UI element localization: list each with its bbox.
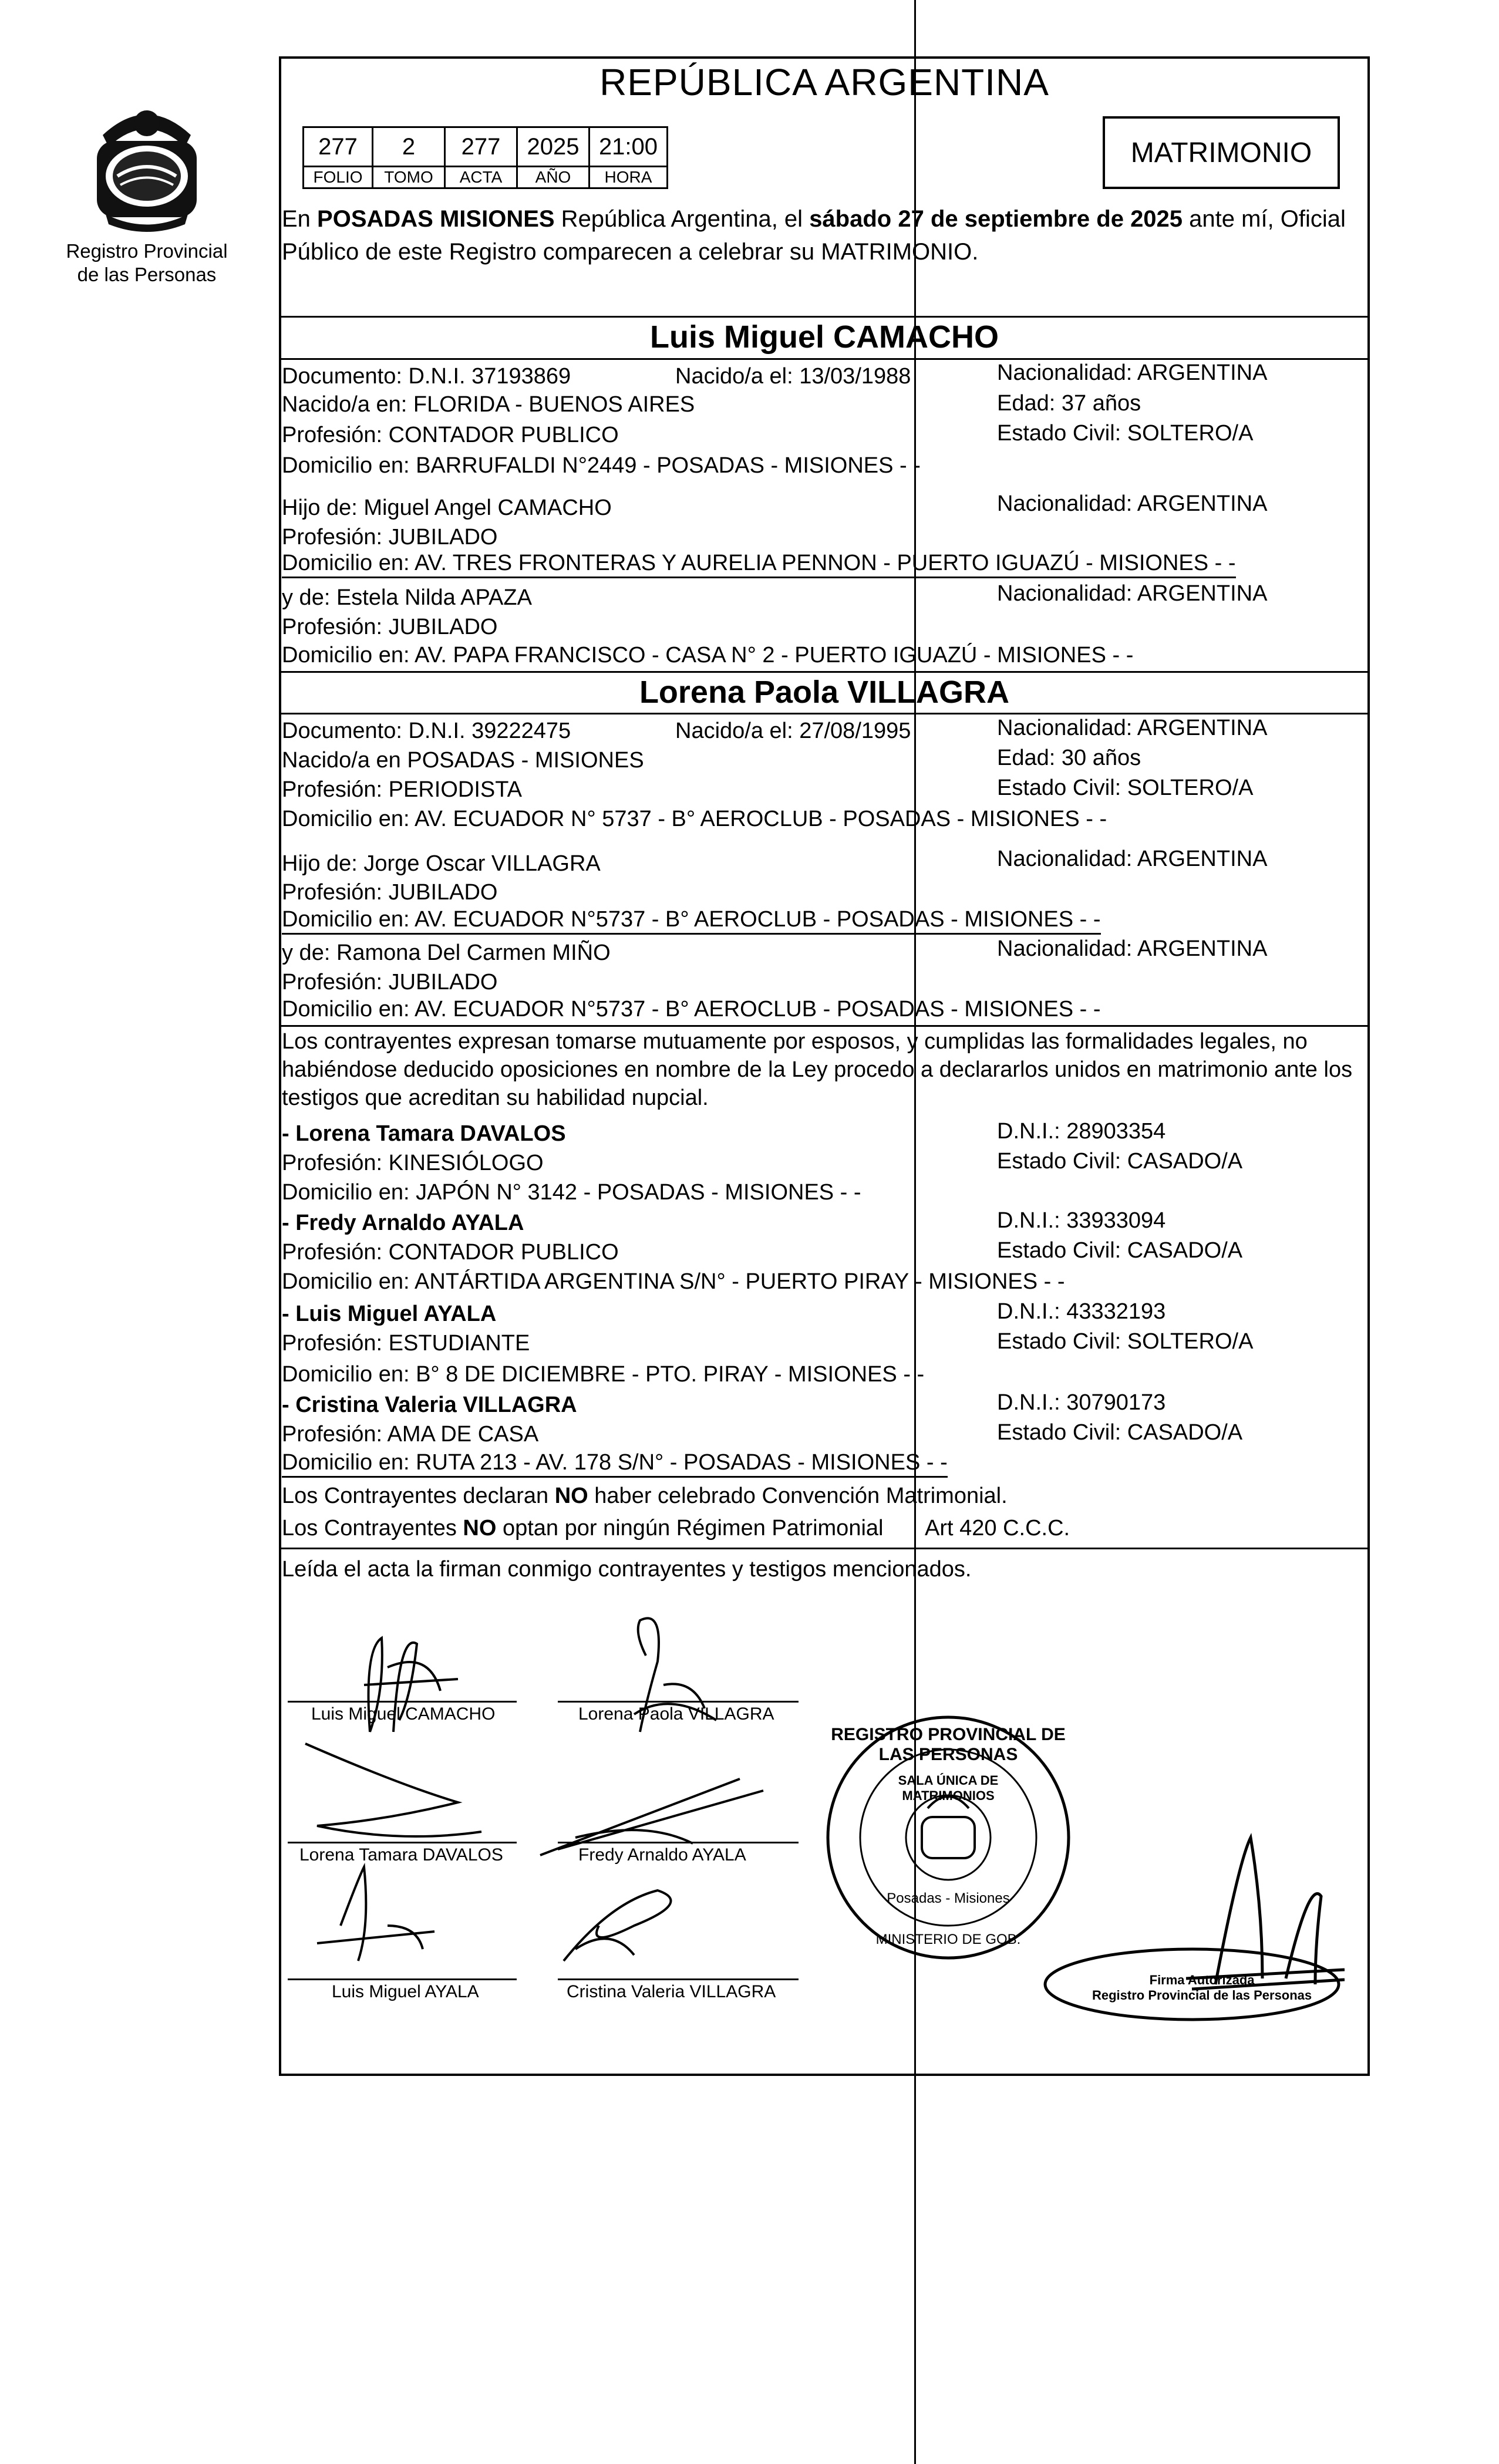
witness-2-address: Domicilio en: ANTÁRTIDA ARGENTINA S/N° - PUERTO PIRAY - MISIONES - -: [282, 1269, 1065, 1294]
groom-mother-address: Domicilio en: AV. PAPA FRANCISCO - CASA N° 2 - PUERTO IGUAZÚ - MISIONES - -: [282, 643, 1134, 668]
witness-3-name: - Luis Miguel AYALA: [282, 1302, 497, 1326]
registry-caption-1: Registro Provincial: [66, 240, 228, 262]
bride-name: Lorena Paola VILLAGRA: [639, 675, 1010, 710]
tomo-label: TOMO: [373, 167, 445, 188]
acta-value: 277: [445, 127, 517, 167]
signature-line: [558, 1701, 799, 1703]
groom-mother: y de: Estela Nilda APAZA: [282, 585, 532, 610]
bride-father-address: Domicilio en: AV. ECUADOR N°5737 - B° AEROCLUB - POSADAS - MISIONES - -: [282, 906, 1101, 935]
convention-text-2: haber celebrado Convención Matrimonial.: [588, 1484, 1008, 1508]
registry-caption-2: de las Personas: [77, 264, 217, 285]
intro-text-3: ante mí, Oficial Público de este Registro comparecen a celebrar su MATRIMONIO.: [282, 206, 1346, 265]
groom-father-address: Domicilio en: AV. TRES FRONTERAS Y AURELIA PENNON - PUERTO IGUAZÚ - MISIONES - -: [282, 550, 1236, 578]
groom-nationality: Nacionalidad: ARGENTINA: [997, 360, 1268, 385]
witness-4-profession: Profesión: AMA DE CASA: [282, 1422, 539, 1447]
groom-doc: Documento: D.N.I. 37193869: [282, 364, 571, 389]
coat-of-arms-icon: [79, 88, 214, 235]
signature-label-witness-3: Luis Miguel AYALA: [332, 1982, 479, 2001]
signature-label-witness-2: Fredy Arnaldo AYALA: [578, 1845, 746, 1865]
official-stamp: [819, 1708, 1077, 1970]
scan-fold-line: [914, 0, 916, 2464]
witness-3-dni: D.N.I.: 43332193: [997, 1299, 1166, 1324]
groom-father-profession: Profesión: JUBILADO: [282, 525, 498, 550]
tomo-value: 2: [373, 127, 445, 167]
bride-nationality: Nacionalidad: ARGENTINA: [997, 716, 1268, 740]
witness-1-name: - Lorena Tamara DAVALOS: [282, 1121, 566, 1146]
bride-mother-profession: Profesión: JUBILADO: [282, 970, 498, 995]
document-title: REPÚBLICA ARGENTINA: [599, 61, 1049, 103]
witness-3-address: Domicilio en: B° 8 DE DICIEMBRE - PTO. PIRAY - MISIONES - -: [282, 1362, 925, 1387]
authorized-signature-caption: [1092, 1973, 1312, 2003]
acta-label: ACTA: [445, 167, 517, 188]
signature-line: [288, 1842, 517, 1843]
bride-civil-status: Estado Civil: SOLTERO/A: [997, 776, 1254, 800]
regime-no: NO: [463, 1516, 497, 1541]
folio-label: FOLIO: [304, 167, 373, 188]
groom-name: Luis Miguel CAMACHO: [650, 319, 999, 355]
witness-4-name: - Cristina Valeria VILLAGRA: [282, 1393, 577, 1417]
closing-statement: Leída el acta la firman conmigo contrayentes y testigos mencionados.: [282, 1557, 972, 1582]
year-label: AÑO: [517, 167, 590, 188]
witness-4-signature: [564, 1890, 671, 1961]
groom-born-date: Nacido/a el: 13/03/1988: [675, 364, 911, 389]
groom-civil-status: Estado Civil: SOLTERO/A: [997, 421, 1254, 446]
signature-line: [558, 1842, 799, 1843]
regime-statement: [282, 1515, 883, 1542]
bride-father-profession: Profesión: JUBILADO: [282, 880, 498, 905]
witness-4-dni: D.N.I.: 30790173: [997, 1390, 1166, 1415]
bride-address: Domicilio en: AV. ECUADOR N° 5737 - B° AEROCLUB - POSADAS - MISIONES - -: [282, 807, 1107, 831]
signature-label-witness-4: Cristina Valeria VILLAGRA: [567, 1982, 776, 2001]
convention-no-1: NO: [554, 1484, 588, 1508]
intro-text-1: En: [282, 206, 318, 232]
witness-1-profession: Profesión: KINESIÓLOGO: [282, 1151, 544, 1175]
signature-line: [288, 1701, 517, 1703]
bride-mother: y de: Ramona Del Carmen MIÑO: [282, 941, 611, 965]
signature-label-groom: Luis Miguel CAMACHO: [311, 1704, 496, 1724]
divider: [279, 1025, 1370, 1027]
bride-father-nationality: Nacionalidad: ARGENTINA: [997, 847, 1268, 871]
record-meta-table: [302, 126, 668, 189]
regime-article: Art 420 C.C.C.: [925, 1516, 1070, 1541]
record-type-box: MATRIMONIO: [1103, 116, 1340, 189]
regime-text-1: Los Contrayentes: [282, 1516, 463, 1541]
witness-3-signature: [317, 1867, 434, 1961]
witness-3-profession: Profesión: ESTUDIANTE: [282, 1331, 530, 1356]
witness-2-signature: [540, 1779, 763, 1855]
authorized-line-2: Registro Provincial de las Personas: [1092, 1988, 1312, 2003]
hour-value: 21:00: [590, 127, 668, 167]
registry-logo: [59, 88, 235, 286]
stamp-city: Posadas - Misiones: [887, 1890, 1010, 1906]
bride-father: Hijo de: Jorge Oscar VILLAGRA: [282, 851, 601, 876]
intro-city: POSADAS MISIONES: [317, 206, 555, 232]
witness-4-address: Domicilio en: RUTA 213 - AV. 178 S/N° - POSADAS - MISIONES - -: [282, 1449, 948, 1478]
witness-3-civil-status: Estado Civil: SOLTERO/A: [997, 1329, 1254, 1354]
bride-mother-nationality: Nacionalidad: ARGENTINA: [997, 936, 1268, 961]
divider: [279, 316, 1370, 318]
bride-mother-address: Domicilio en: AV. ECUADOR N°5737 - B° AEROCLUB - POSADAS - MISIONES - -: [282, 997, 1101, 1022]
witness-1-dni: D.N.I.: 28903354: [997, 1119, 1166, 1144]
groom-father-nationality: Nacionalidad: ARGENTINA: [997, 491, 1268, 516]
witness-1-signature: [305, 1744, 481, 1836]
intro-text-2: República Argentina, el: [554, 206, 810, 232]
witness-4-civil-status: Estado Civil: CASADO/A: [997, 1420, 1243, 1445]
divider: [279, 1548, 1370, 1549]
signature-line: [288, 1978, 517, 1980]
authorized-line-1: Firma Autorizada: [1149, 1973, 1255, 1987]
signature-line: [558, 1978, 799, 1980]
bride-born-date: Nacido/a el: 27/08/1995: [675, 719, 911, 743]
witness-1-civil-status: Estado Civil: CASADO/A: [997, 1149, 1243, 1174]
intro-date: sábado 27 de septiembre de 2025: [809, 206, 1183, 232]
bride-doc: Documento: D.N.I. 39222475: [282, 719, 571, 743]
bride-born-in: Nacido/a en POSADAS - MISIONES: [282, 748, 644, 773]
intro-paragraph: [282, 203, 1368, 268]
folio-value: 277: [304, 127, 373, 167]
bride-age: Edad: 30 años: [997, 746, 1141, 770]
witness-2-profession: Profesión: CONTADOR PUBLICO: [282, 1240, 619, 1265]
stamp-inner-text: SALA ÚNICA DE MATRIMONIOS: [898, 1773, 999, 1803]
stamp-ministry: MINISTERIO DE GOB.: [875, 1932, 1021, 1947]
signature-label-bride: Lorena Paola VILLAGRA: [578, 1704, 774, 1724]
groom-profession: Profesión: CONTADOR PUBLICO: [282, 423, 619, 447]
groom-father: Hijo de: Miguel Angel CAMACHO: [282, 496, 612, 520]
regime-text-2: optan por ningún Régimen Patrimonial: [496, 1516, 884, 1541]
declaration-paragraph: Los contrayentes expresan tomarse mutuamente por esposos, y cumplidas las formalidades legales, no habiéndose deducido oposiciones en nombre de la Ley procedo a declararlos unidos en matrimonio ante los testigos que acreditan su habilidad nupcial.: [282, 1029, 1353, 1110]
groom-born-in: Nacido/a en: FLORIDA - BUENOS AIRES: [282, 392, 695, 417]
signature-label-witness-1: Lorena Tamara DAVALOS: [299, 1845, 503, 1865]
groom-age: Edad: 37 años: [997, 391, 1141, 416]
groom-mother-profession: Profesión: JUBILADO: [282, 615, 498, 639]
groom-mother-nationality: Nacionalidad: ARGENTINA: [997, 581, 1268, 606]
witness-2-civil-status: Estado Civil: CASADO/A: [997, 1238, 1243, 1263]
convention-text-1: Los Contrayentes declaran: [282, 1484, 555, 1508]
witness-2-dni: D.N.I.: 33933094: [997, 1208, 1166, 1233]
groom-address: Domicilio en: BARRUFALDI N°2449 - POSADAS - MISIONES - -: [282, 453, 921, 478]
witness-2-name: - Fredy Arnaldo AYALA: [282, 1211, 524, 1235]
year-value: 2025: [517, 127, 590, 167]
hour-label: HORA: [590, 167, 668, 188]
witness-1-address: Domicilio en: JAPÓN N° 3142 - POSADAS - MISIONES - -: [282, 1180, 861, 1205]
stamp-outer-text: REGISTRO PROVINCIAL DE LAS PERSONAS: [831, 1725, 1066, 1764]
divider: [279, 671, 1370, 673]
bride-profession: Profesión: PERIODISTA: [282, 777, 522, 802]
convention-statement: [282, 1482, 1008, 1509]
